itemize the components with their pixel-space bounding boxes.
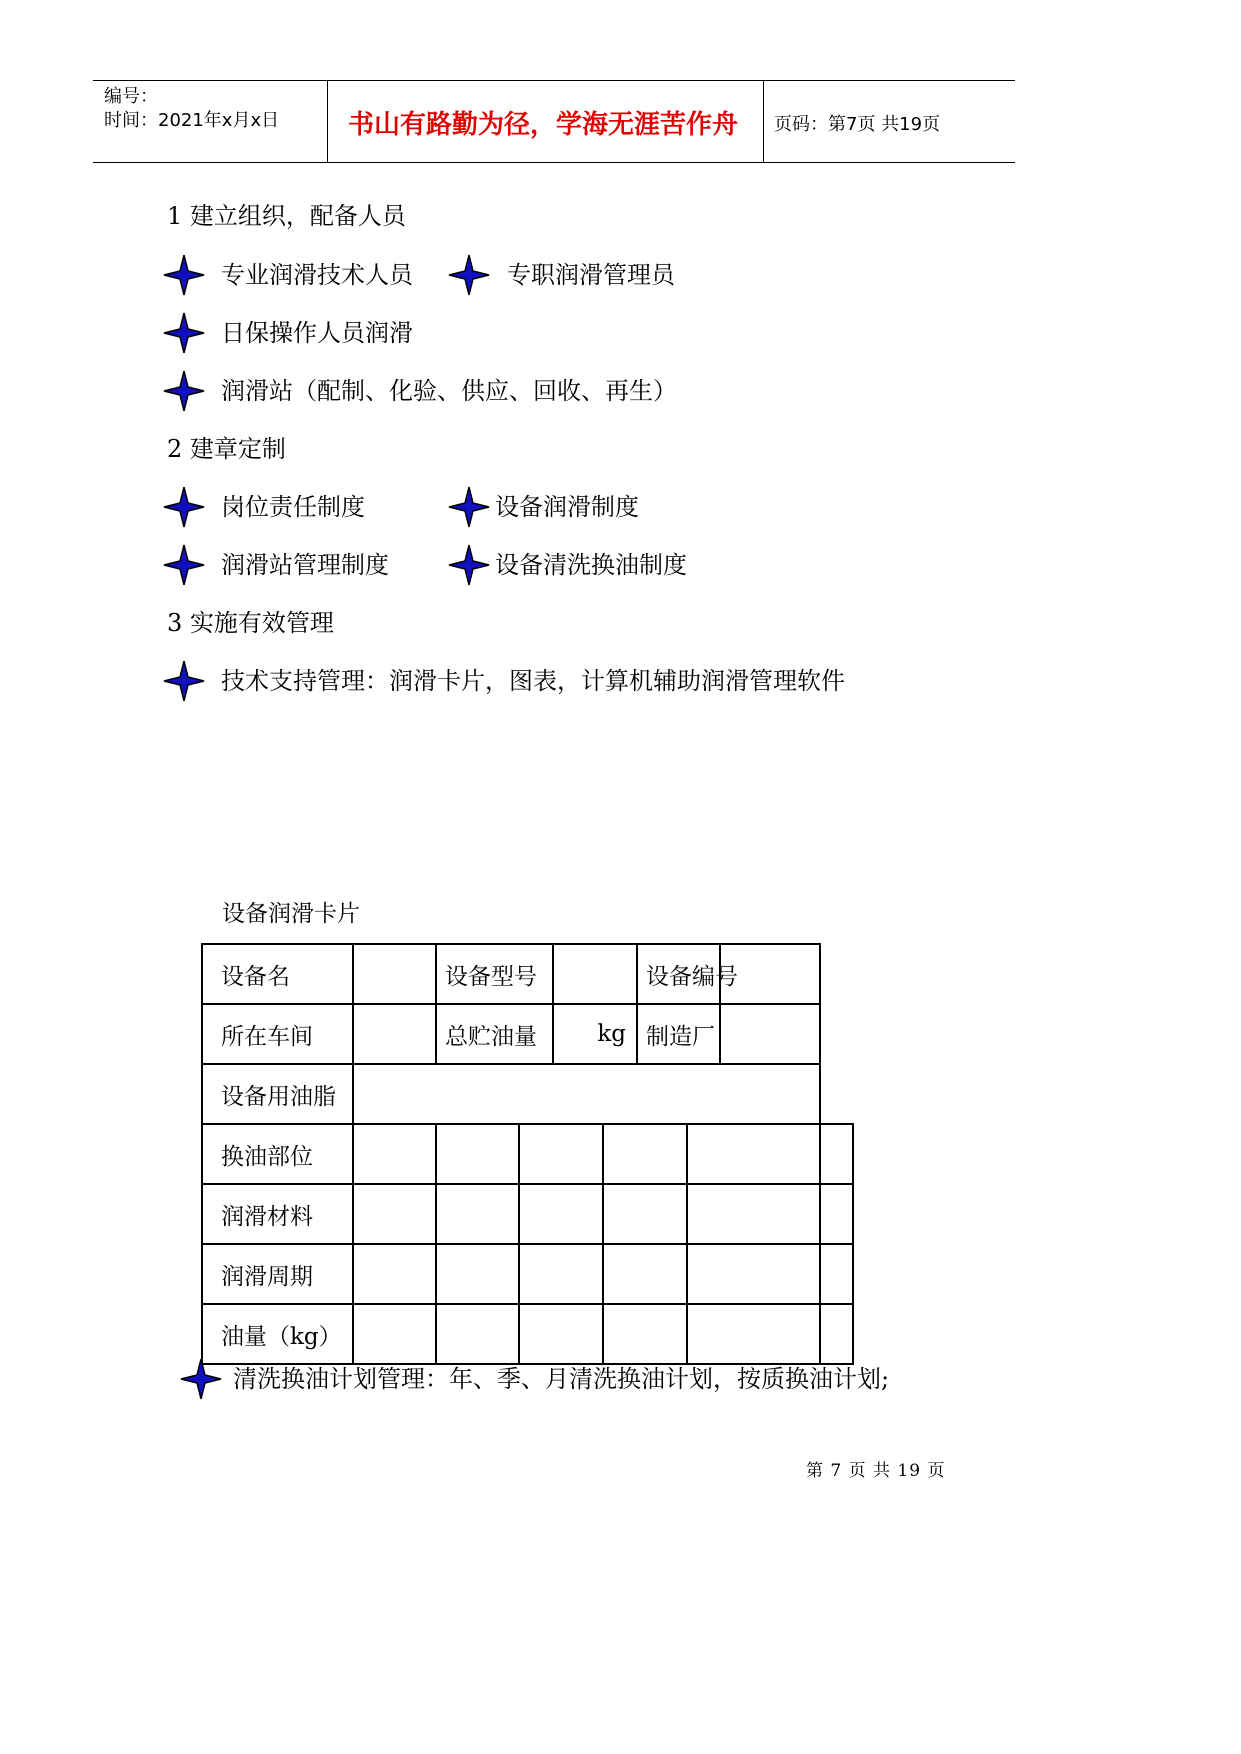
lubrication-card-table [201,943,854,1365]
section-1-title: 1 建立组织，配备人员 [167,202,406,230]
table-cell [436,1184,519,1244]
table-row [202,1184,853,1244]
table-cell [720,1004,820,1064]
section-2-title: 2 建章定制 [167,435,286,463]
table-cell: 设备编号 [637,944,720,1004]
header-date-label: 时间：2021年x月x日 [104,110,280,131]
list-item: 专职润滑管理员 [507,261,675,289]
table-cell [519,1244,603,1304]
list-item: 润滑站（配制、化验、供应、回收、再生） [221,377,677,405]
four-point-star-icon [163,544,205,586]
list-item: 专业润滑技术人员 [221,261,413,289]
table-cell [353,1124,436,1184]
table-cell [603,1244,687,1304]
table-cell [436,1244,519,1304]
table-cell [353,1004,436,1064]
table-cell: 制造厂 [637,1004,720,1064]
header-divider-left [327,80,328,163]
four-point-star-icon [163,370,205,412]
table-cell [820,1124,853,1184]
table-cell: 换油部位 [202,1124,353,1184]
table-cell [687,1244,820,1304]
table-cell: 所在车间 [202,1004,353,1064]
card-title: 设备润滑卡片 [222,901,360,927]
header-page-label: 页码：第7页 共19页 [774,114,941,135]
table-cell [353,1304,436,1364]
table-cell [687,1304,820,1364]
table-cell: 设备用油脂 [202,1064,353,1124]
table-cell [519,1304,603,1364]
table-cell: 设备型号 [436,944,553,1004]
header-motto: 书山有路勤为径，学海无涯苦作舟 [348,110,739,140]
table-cell [820,1244,853,1304]
four-point-star-icon [448,254,490,296]
table-cell: 润滑周期 [202,1244,353,1304]
table-row [202,944,853,1004]
table-cell [603,1124,687,1184]
table-row [202,1004,853,1064]
list-item: 技术支持管理：润滑卡片，图表，计算机辅助润滑管理软件 [221,667,845,695]
table-cell: 设备名 [202,944,353,1004]
header-serial-label: 编号： [104,86,158,107]
table-cell [820,1304,853,1364]
four-point-star-icon [163,254,205,296]
four-point-star-icon [163,312,205,354]
table-row [202,1124,853,1184]
table-cell [353,1064,820,1124]
table-cell: 润滑材料 [202,1184,353,1244]
section-3-title: 3 实施有效管理 [167,609,334,637]
list-item: 岗位责任制度 [221,493,365,521]
table-cell [553,944,637,1004]
four-point-star-icon [163,660,205,702]
table-cell [603,1304,687,1364]
table-cell [820,1184,853,1244]
four-point-star-icon [180,1358,222,1400]
header-top-rule [93,80,1015,81]
table-cell: kg [553,1004,637,1064]
list-item: 润滑站管理制度 [221,551,389,579]
table-cell [353,944,436,1004]
table-cell [603,1184,687,1244]
table-row [202,1304,853,1364]
table-cell [687,1184,820,1244]
table-cell [436,1124,519,1184]
table-cell [519,1124,603,1184]
four-point-star-icon [448,486,490,528]
page-footer: 第 7 页 共 19 页 [806,1461,946,1481]
table-cell [519,1184,603,1244]
table-cell: 油量（kg） [202,1304,353,1364]
list-item: 日保操作人员润滑 [221,319,413,347]
table-cell [353,1244,436,1304]
list-item: 设备清洗换油制度 [495,551,687,579]
table-cell [687,1124,820,1184]
table-cell: 总贮油量 [436,1004,553,1064]
table-cell [436,1304,519,1364]
table-row [202,1064,853,1124]
table-row [202,1244,853,1304]
header-bottom-rule [93,162,1015,163]
list-item: 清洗换油计划管理：年、季、月清洗换油计划，按质换油计划; [233,1365,890,1393]
table-cell [353,1184,436,1244]
header-divider-right [763,80,764,163]
list-item: 设备润滑制度 [495,493,639,521]
four-point-star-icon [163,486,205,528]
four-point-star-icon [448,544,490,586]
